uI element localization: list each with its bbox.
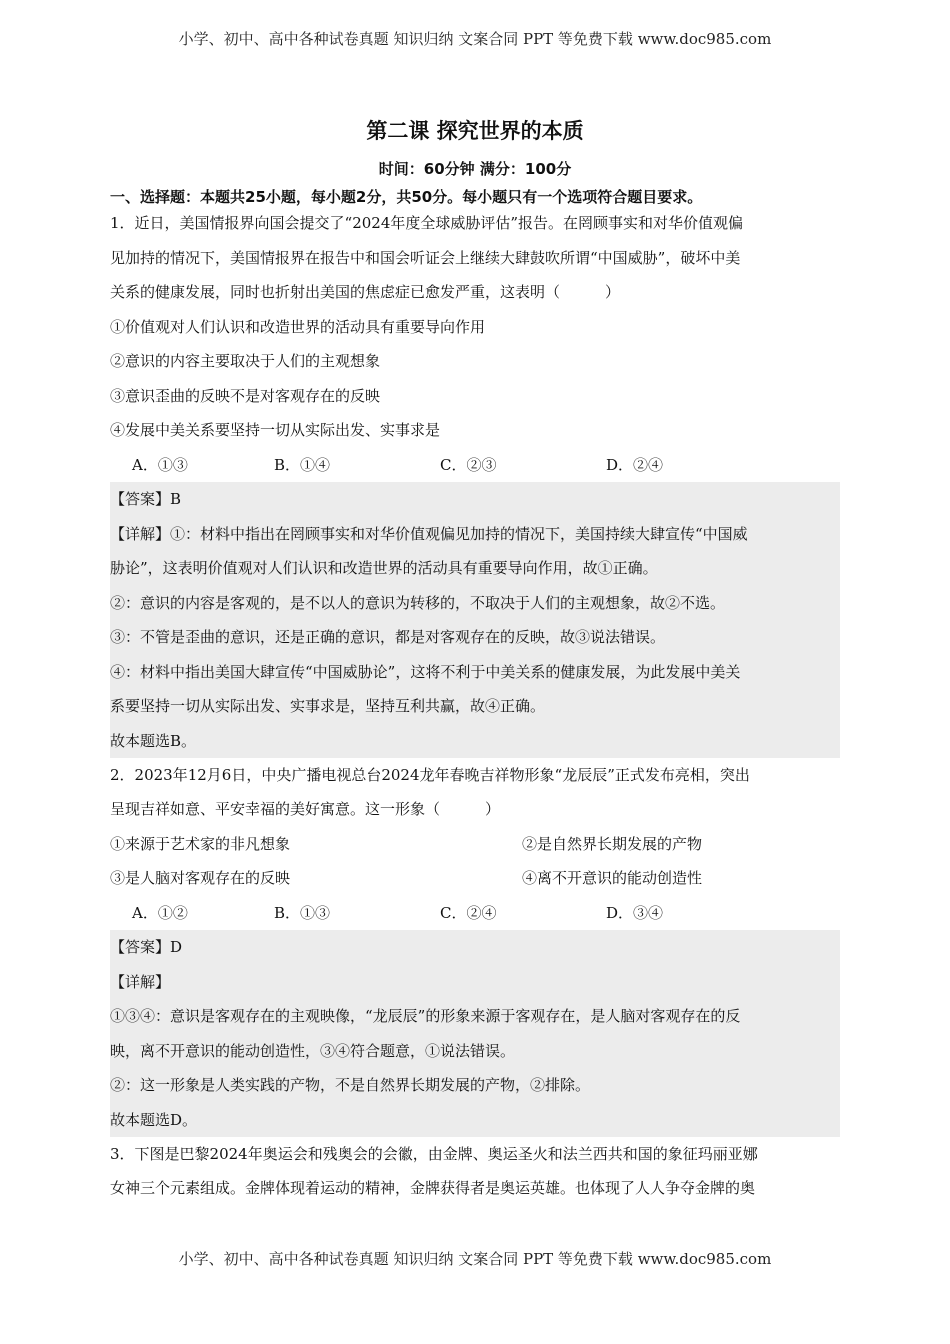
q1-item: ③意识歪曲的反映不是对客观存在的反映 bbox=[110, 386, 381, 405]
q1-explanation-line: 故本题选B。 bbox=[110, 731, 197, 750]
section-heading: 一、选择题：本题共25小题，每小题2分，共50分。每小题只有一个选项符合题目要求。 bbox=[110, 188, 703, 206]
q1-explanation-line: 系要坚持一切从实际出发、实事求是，坚持互利共赢，故④正确。 bbox=[110, 697, 546, 715]
q2-option-b: B．①③ bbox=[274, 903, 331, 922]
q1-option-a: A．①③ bbox=[132, 455, 188, 474]
q2-explanation-line: ②：这一形象是人类实践的产物，不是自然界长期发展的产物，②排除。 bbox=[110, 1076, 591, 1094]
q2-stem-line: 2．2023年12月6日，中央广播电视总台2024龙年春晚吉祥物形象“龙辰辰”正式发布亮相，突出 bbox=[110, 765, 750, 784]
question-content bbox=[110, 206, 840, 1206]
page-header: 小学、初中、高中各种试卷真题 知识归纳 文案合同 PPT 等免费下载 www.doc985.com bbox=[178, 30, 772, 48]
q1-explanation-line: ②：意识的内容是客观的，是不以人的意识为转移的，不取决于人们的主观想象，故②不选。 bbox=[110, 593, 726, 612]
q2-options bbox=[110, 896, 840, 931]
q1-answer: 【答案】B bbox=[110, 490, 182, 508]
page-title: 第二课 探究世界的本质 bbox=[366, 119, 584, 143]
q2-item: ①来源于艺术家的非凡想象 bbox=[110, 834, 291, 853]
q3-stem-line: 女神三个元素组成。金牌体现着运动的精神，金牌获得者是奥运英雄。也体现了人人争夺金牌的奥 bbox=[110, 1179, 756, 1197]
q1-explanation-line: 【详解】①：材料中指出在罔顾事实和对华价值观偏见加持的情况下，美国持续大肆宣传“中国威 bbox=[110, 524, 748, 543]
q2-explanation-line: 故本题选D。 bbox=[110, 1110, 198, 1129]
q1-item: ②意识的内容主要取决于人们的主观想象 bbox=[110, 352, 381, 370]
q2-items-row bbox=[110, 827, 840, 862]
q1-options bbox=[110, 448, 840, 483]
q2-explanation-line: ①③④：意识是客观存在的主观映像，“龙辰辰”的形象来源于客观存在，是人脑对客观存在的反 bbox=[110, 1007, 741, 1025]
q2-item: ②是自然界长期发展的产物 bbox=[522, 834, 703, 853]
q1-option-d: D．②④ bbox=[606, 455, 664, 474]
q1-stem-line: 1．近日，美国情报界向国会提交了“2024年度全球威胁评估”报告。在罔顾事实和对华价值观偏 bbox=[110, 214, 744, 232]
q3-stem-line: 3．下图是巴黎2024年奥运会和残奥会的会徽，由金牌、奥运圣火和法兰西共和国的象征玛丽亚娜 bbox=[110, 1144, 758, 1163]
q2-answer-block bbox=[110, 930, 840, 1137]
q1-answer-block bbox=[110, 482, 840, 758]
q2-explanation-line: 【详解】 bbox=[110, 972, 171, 991]
q1-item: ①价值观对人们认识和改造世界的活动具有重要导向作用 bbox=[110, 317, 486, 336]
q2-stem-line: 呈现吉祥如意、平安幸福的美好寓意。这一形象（ ） bbox=[110, 800, 501, 818]
q2-option-d: D．③④ bbox=[606, 903, 664, 922]
q1-explanation-line: ③：不管是歪曲的意识，还是正确的意识，都是对客观存在的反映，故③说法错误。 bbox=[110, 628, 666, 646]
q1-option-b: B．①④ bbox=[274, 455, 331, 474]
q1-stem-line: 见加持的情况下，美国情报界在报告中和国会听证会上继续大肆鼓吹所谓“中国威胁”，破坏中美 bbox=[110, 248, 741, 267]
q2-answer: 【答案】D bbox=[110, 938, 183, 956]
page-footer: 小学、初中、高中各种试卷真题 知识归纳 文案合同 PPT 等免费下载 www.doc985.com bbox=[178, 1250, 772, 1268]
q1-explanation-line: ④：材料中指出美国大肆宣传“中国威胁论”，这将不利于中美关系的健康发展，为此发展中美关 bbox=[110, 662, 741, 681]
q1-stem-line: 关系的健康发展，同时也折射出美国的焦虑症已愈发严重，这表明（ ） bbox=[110, 283, 621, 301]
q2-explanation-line: 映，离不开意识的能动创造性，③④符合题意，①说法错误。 bbox=[110, 1041, 516, 1060]
exam-time-score: 时间：60分钟 满分：100分 bbox=[378, 160, 572, 178]
q2-items-row bbox=[110, 861, 840, 896]
q2-item: ③是人脑对客观存在的反映 bbox=[110, 869, 291, 887]
q2-item: ④离不开意识的能动创造性 bbox=[522, 869, 703, 887]
q2-option-c: C．②④ bbox=[440, 903, 497, 922]
q1-explanation-line: 胁论”，这表明价值观对人们认识和改造世界的活动具有重要导向作用，故①正确。 bbox=[110, 559, 658, 577]
q2-option-a: A．①② bbox=[132, 903, 188, 922]
q1-option-c: C．②③ bbox=[440, 455, 497, 474]
q1-item: ④发展中美关系要坚持一切从实际出发、实事求是 bbox=[110, 421, 441, 439]
